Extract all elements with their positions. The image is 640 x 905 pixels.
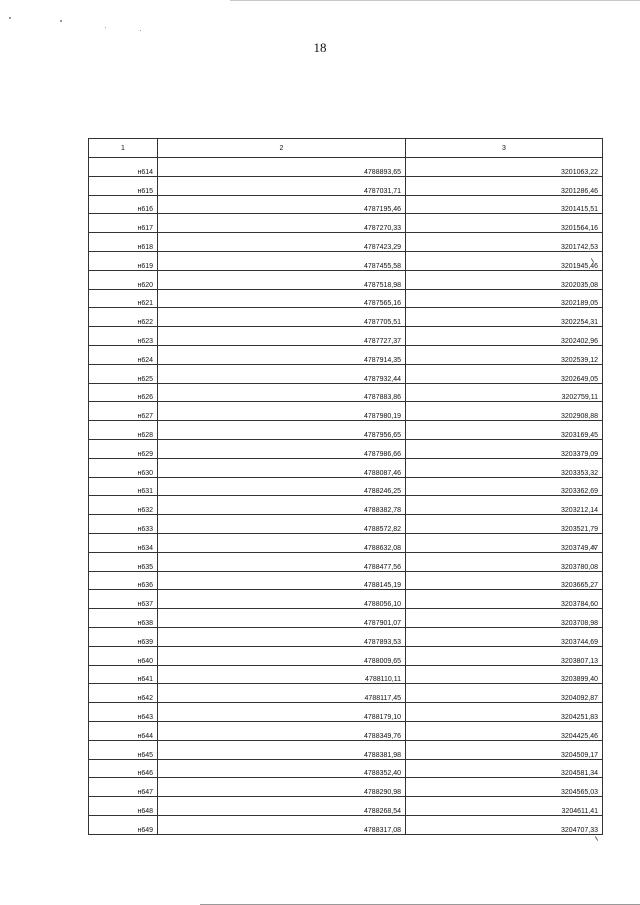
point-id-cell: н624 bbox=[89, 345, 158, 364]
point-id-cell: н619 bbox=[89, 251, 158, 270]
page-number: 18 bbox=[313, 40, 327, 55]
y-coordinate-cell: 3201286,46 bbox=[406, 176, 603, 195]
point-id-cell: н632 bbox=[89, 496, 158, 515]
y-coordinate-cell: 3201063,22 bbox=[406, 158, 603, 177]
x-coordinate-cell: 4788246,25 bbox=[158, 477, 406, 496]
x-coordinate-cell: 4787270,33 bbox=[158, 214, 406, 233]
table-row bbox=[89, 439, 603, 458]
table-row bbox=[89, 458, 603, 477]
table-row bbox=[89, 383, 603, 402]
point-id-cell: н644 bbox=[89, 721, 158, 740]
y-coordinate-cell: 3203665,27 bbox=[406, 571, 603, 590]
table-row bbox=[89, 496, 603, 515]
y-coordinate-cell: 3202908,88 bbox=[406, 402, 603, 421]
table-row bbox=[89, 684, 603, 703]
table-row bbox=[89, 345, 603, 364]
x-coordinate-cell: 4788572,82 bbox=[158, 515, 406, 534]
point-id-cell: н646 bbox=[89, 759, 158, 778]
x-coordinate-cell: 4787883,86 bbox=[158, 383, 406, 402]
point-id-cell: н641 bbox=[89, 665, 158, 684]
point-id-cell: н629 bbox=[89, 439, 158, 458]
point-id-cell: н625 bbox=[89, 364, 158, 383]
x-coordinate-cell: 4787565,16 bbox=[158, 289, 406, 308]
table-row bbox=[89, 477, 603, 496]
point-id-cell: н635 bbox=[89, 552, 158, 571]
point-id-cell: н630 bbox=[89, 458, 158, 477]
table-row bbox=[89, 176, 603, 195]
x-coordinate-cell: 4788290,98 bbox=[158, 778, 406, 797]
x-coordinate-cell: 4788893,65 bbox=[158, 158, 406, 177]
y-coordinate-cell: 3203780,08 bbox=[406, 552, 603, 571]
y-coordinate-cell: 3203899,40 bbox=[406, 665, 603, 684]
y-coordinate-cell: 3203784,60 bbox=[406, 590, 603, 609]
x-coordinate-cell: 4788381,98 bbox=[158, 740, 406, 759]
table-row bbox=[89, 740, 603, 759]
y-coordinate-cell: 3203212,14 bbox=[406, 496, 603, 515]
y-coordinate-cell: 3202402,96 bbox=[406, 327, 603, 346]
scan-mark bbox=[595, 836, 598, 841]
point-id-cell: н627 bbox=[89, 402, 158, 421]
y-coordinate-cell: 3204092,87 bbox=[406, 684, 603, 703]
y-coordinate-cell: 3203807,13 bbox=[406, 646, 603, 665]
table-header-row bbox=[89, 139, 603, 158]
table-row bbox=[89, 703, 603, 722]
point-id-cell: н639 bbox=[89, 627, 158, 646]
x-coordinate-cell: 4788268,54 bbox=[158, 797, 406, 816]
y-coordinate-cell: 3204251,83 bbox=[406, 703, 603, 722]
x-coordinate-cell: 4787195,46 bbox=[158, 195, 406, 214]
x-coordinate-cell: 4788110,11 bbox=[158, 665, 406, 684]
table-row bbox=[89, 251, 603, 270]
y-coordinate-cell: 3204509,17 bbox=[406, 740, 603, 759]
table-row bbox=[89, 214, 603, 233]
point-id-cell: н617 bbox=[89, 214, 158, 233]
point-id-cell: н648 bbox=[89, 797, 158, 816]
table-row bbox=[89, 270, 603, 289]
y-coordinate-cell: 3201945,46 bbox=[406, 251, 603, 270]
point-id-cell: н631 bbox=[89, 477, 158, 496]
x-coordinate-cell: 4788179,10 bbox=[158, 703, 406, 722]
y-coordinate-cell: 3203169,45 bbox=[406, 421, 603, 440]
y-coordinate-cell: 3203744,69 bbox=[406, 627, 603, 646]
column-header-point: 1 bbox=[89, 139, 158, 158]
column-header-y: 3 bbox=[406, 139, 603, 158]
table-row bbox=[89, 158, 603, 177]
x-coordinate-cell: 4787901,07 bbox=[158, 609, 406, 628]
x-coordinate-cell: 4788352,40 bbox=[158, 759, 406, 778]
y-coordinate-cell: 3202649,05 bbox=[406, 364, 603, 383]
scan-speck bbox=[60, 20, 62, 22]
y-coordinate-cell: 3202189,05 bbox=[406, 289, 603, 308]
table-row bbox=[89, 665, 603, 684]
table-row bbox=[89, 289, 603, 308]
table-row bbox=[89, 609, 603, 628]
point-id-cell: н636 bbox=[89, 571, 158, 590]
table-row bbox=[89, 421, 603, 440]
point-id-cell: н649 bbox=[89, 815, 158, 834]
table-row bbox=[89, 195, 603, 214]
point-id-cell: н623 bbox=[89, 327, 158, 346]
x-coordinate-cell: 4787980,19 bbox=[158, 402, 406, 421]
table-row bbox=[89, 327, 603, 346]
y-coordinate-cell: 3202759,11 bbox=[406, 383, 603, 402]
x-coordinate-cell: 4788056,10 bbox=[158, 590, 406, 609]
x-coordinate-cell: 4787727,37 bbox=[158, 327, 406, 346]
point-id-cell: н634 bbox=[89, 533, 158, 552]
x-coordinate-cell: 4787956,65 bbox=[158, 421, 406, 440]
table-row bbox=[89, 646, 603, 665]
y-coordinate-cell: 3203521,79 bbox=[406, 515, 603, 534]
point-id-cell: н640 bbox=[89, 646, 158, 665]
point-id-cell: н637 bbox=[89, 590, 158, 609]
x-coordinate-cell: 4787423,29 bbox=[158, 233, 406, 252]
y-coordinate-cell: 3201742,53 bbox=[406, 233, 603, 252]
point-id-cell: н642 bbox=[89, 684, 158, 703]
table-row bbox=[89, 759, 603, 778]
table-row bbox=[89, 590, 603, 609]
table-row bbox=[89, 778, 603, 797]
y-coordinate-cell: 3203362,69 bbox=[406, 477, 603, 496]
scan-speck bbox=[9, 17, 11, 19]
table-row bbox=[89, 797, 603, 816]
table-row bbox=[89, 533, 603, 552]
point-id-cell: н618 bbox=[89, 233, 158, 252]
x-coordinate-cell: 4787893,53 bbox=[158, 627, 406, 646]
y-coordinate-cell: 3203749,47 bbox=[406, 533, 603, 552]
y-coordinate-cell: 3204707,33 bbox=[406, 815, 603, 834]
scan-speck bbox=[105, 27, 106, 28]
x-coordinate-cell: 4788349,76 bbox=[158, 721, 406, 740]
y-coordinate-cell: 3204611,41 bbox=[406, 797, 603, 816]
table-row bbox=[89, 552, 603, 571]
x-coordinate-cell: 4788117,45 bbox=[158, 684, 406, 703]
point-id-cell: н626 bbox=[89, 383, 158, 402]
column-header-x: 2 bbox=[158, 139, 406, 158]
point-id-cell: н628 bbox=[89, 421, 158, 440]
scan-edge-top bbox=[230, 0, 640, 1]
table-row bbox=[89, 364, 603, 383]
y-coordinate-cell: 3203708,98 bbox=[406, 609, 603, 628]
table-row bbox=[89, 571, 603, 590]
table-row bbox=[89, 721, 603, 740]
x-coordinate-cell: 4788009,65 bbox=[158, 646, 406, 665]
point-id-cell: н638 bbox=[89, 609, 158, 628]
y-coordinate-cell: 3202254,31 bbox=[406, 308, 603, 327]
y-coordinate-cell: 3204565,03 bbox=[406, 778, 603, 797]
table-row bbox=[89, 815, 603, 834]
y-coordinate-cell: 3204425,46 bbox=[406, 721, 603, 740]
y-coordinate-cell: 3201564,16 bbox=[406, 214, 603, 233]
scan-speck bbox=[140, 30, 141, 31]
x-coordinate-cell: 4788087,46 bbox=[158, 458, 406, 477]
point-id-cell: н645 bbox=[89, 740, 158, 759]
table-row bbox=[89, 233, 603, 252]
point-id-cell: н616 bbox=[89, 195, 158, 214]
x-coordinate-cell: 4787031,71 bbox=[158, 176, 406, 195]
y-coordinate-cell: 3201415,51 bbox=[406, 195, 603, 214]
point-id-cell: н621 bbox=[89, 289, 158, 308]
x-coordinate-cell: 4787518,98 bbox=[158, 270, 406, 289]
point-id-cell: н614 bbox=[89, 158, 158, 177]
x-coordinate-cell: 4788145,19 bbox=[158, 571, 406, 590]
x-coordinate-cell: 4788382,78 bbox=[158, 496, 406, 515]
point-id-cell: н633 bbox=[89, 515, 158, 534]
y-coordinate-cell: 3204581,34 bbox=[406, 759, 603, 778]
point-id-cell: н647 bbox=[89, 778, 158, 797]
x-coordinate-cell: 4787932,44 bbox=[158, 364, 406, 383]
point-id-cell: н622 bbox=[89, 308, 158, 327]
y-coordinate-cell: 3203353,32 bbox=[406, 458, 603, 477]
x-coordinate-cell: 4788632,08 bbox=[158, 533, 406, 552]
x-coordinate-cell: 4788477,56 bbox=[158, 552, 406, 571]
point-id-cell: н615 bbox=[89, 176, 158, 195]
table-row bbox=[89, 627, 603, 646]
x-coordinate-cell: 4787455,58 bbox=[158, 251, 406, 270]
x-coordinate-cell: 4787986,66 bbox=[158, 439, 406, 458]
y-coordinate-cell: 3203379,09 bbox=[406, 439, 603, 458]
table-row bbox=[89, 402, 603, 421]
x-coordinate-cell: 4787914,35 bbox=[158, 345, 406, 364]
x-coordinate-cell: 4787705,51 bbox=[158, 308, 406, 327]
coordinates-table bbox=[88, 138, 603, 835]
table-row bbox=[89, 515, 603, 534]
table-row bbox=[89, 308, 603, 327]
y-coordinate-cell: 3202539,12 bbox=[406, 345, 603, 364]
point-id-cell: н643 bbox=[89, 703, 158, 722]
point-id-cell: н620 bbox=[89, 270, 158, 289]
x-coordinate-cell: 4788317,08 bbox=[158, 815, 406, 834]
y-coordinate-cell: 3202035,08 bbox=[406, 270, 603, 289]
